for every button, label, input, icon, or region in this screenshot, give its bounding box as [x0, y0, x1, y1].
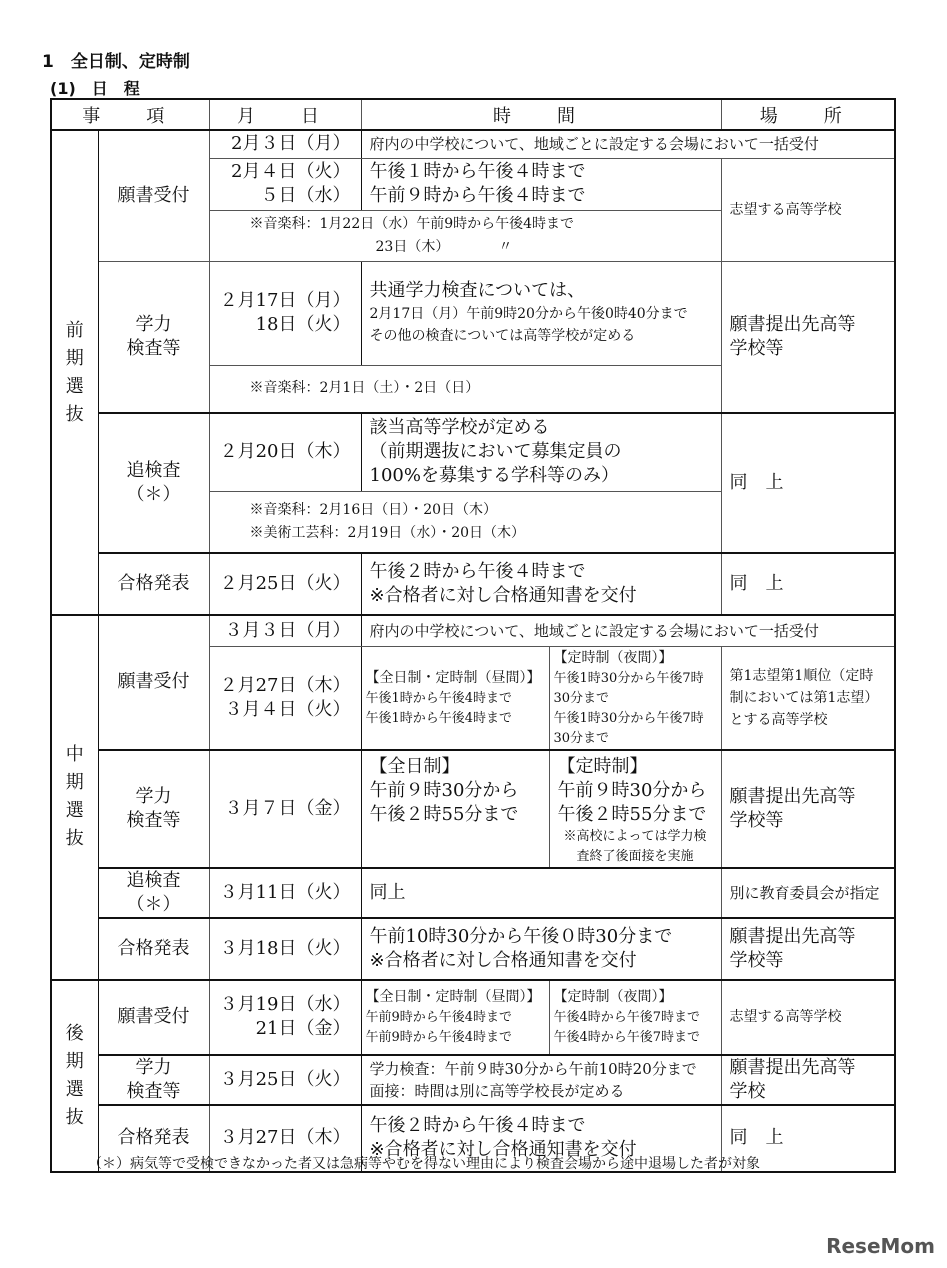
item-label: 合格発表 — [98, 553, 209, 615]
header-item: 事 項 — [51, 99, 209, 130]
place-cell: 同 上 — [721, 413, 895, 553]
table-row — [51, 918, 895, 980]
section-heading: 1 全日制、定時制 — [42, 52, 190, 72]
time-note: ※高校によっては学力検 査終了後面接を実施 — [563, 828, 707, 864]
header-date: 月 日 — [209, 99, 361, 130]
group-label: 前 期 選 抜 — [51, 130, 98, 615]
time-cell: 午後２時から午後４時まで ※合格者に対し合格通知書を交付 — [361, 1105, 721, 1172]
time-cell-night — [549, 980, 721, 1055]
date-cell: ３月３日（月） — [209, 615, 361, 646]
note-cell: ※音楽科：2月16日（日）・20日（木） ※美術工芸科：2月19日（水）・20日（木） — [209, 491, 721, 553]
time-cell-fulltime: 【全日制】 午前９時30分から 午後２時55分まで — [361, 750, 549, 868]
table-header — [51, 99, 895, 130]
table-row — [51, 261, 895, 365]
table-row — [51, 615, 895, 646]
place-cell: 願書提出先高等 学校 — [721, 1055, 895, 1105]
place-cell: 同 上 — [721, 1105, 895, 1172]
item-label: 合格発表 — [98, 918, 209, 980]
item-label: 願書受付 — [98, 130, 209, 261]
time-detail: 午後1時から午後4時まで 午後1時から午後4時まで — [365, 690, 513, 726]
time-cell: 午前10時30分から午後０時30分まで ※合格者に対し合格通知書を交付 — [361, 918, 721, 980]
table-row — [51, 750, 895, 868]
time-heading: 【全日制・定時制（昼間）】 — [365, 989, 541, 1005]
date-cell: ３月19日（水） 21日（金） — [209, 980, 361, 1055]
date-cell: ２月25日（火） — [209, 553, 361, 615]
place-cell: 願書提出先高等 学校等 — [721, 261, 895, 413]
place-cell: 志望する高等学校 — [721, 158, 895, 261]
place-cell: 別に教育委員会が指定 — [721, 868, 895, 918]
item-label: 学力 検査等 — [98, 261, 209, 413]
subsection-heading: (1) 日 程 — [50, 79, 140, 98]
time-cell-fulltime — [361, 646, 549, 750]
place-cell: 同 上 — [721, 553, 895, 615]
time-detail: 【定時制】 午前９時30分から 午後２時55分まで — [557, 755, 707, 825]
item-label: 願書受付 — [98, 615, 209, 750]
item-label: 追検査 （＊） — [98, 413, 209, 553]
place-cell: 願書提出先高等 学校等 — [721, 750, 895, 868]
time-cell: 午後１時から午後４時まで 午前９時から午後４時まで — [361, 158, 721, 210]
time-cell: 該当高等学校が定める （前期選抜において募集定員の 100%を募集する学科等のみ） — [361, 413, 721, 491]
item-label: 合格発表 — [98, 1105, 209, 1172]
note-cell: ※音楽科：1月22日（水）午前9時から午後4時まで 23日（木） 〃 — [209, 210, 721, 261]
time-heading: 【定時制（夜間）】 — [553, 989, 673, 1005]
item-label: 学力 検査等 — [98, 750, 209, 868]
date-cell: ３月25日（火） — [209, 1055, 361, 1105]
date-cell: ３月７日（金） — [209, 750, 361, 868]
time-heading: 【定時制（夜間）】 — [553, 649, 673, 666]
time-cell-fulltime — [361, 980, 549, 1055]
date-cell: ３月18日（火） — [209, 918, 361, 980]
date-cell: ２月17日（月） 18日（火） — [209, 261, 361, 365]
table-row — [51, 1055, 895, 1105]
time-heading: 共通学力検査については、 — [369, 280, 586, 301]
time-detail: 午後1時30分から午後7時30分まで 午後1時30分から午後7時30分まで — [553, 670, 704, 746]
time-cell: 午後２時から午後４時まで ※合格者に対し合格通知書を交付 — [361, 553, 721, 615]
header-time: 時 間 — [361, 99, 721, 130]
header-place: 場 所 — [721, 99, 895, 130]
item-label: 追検査 （＊） — [98, 868, 209, 918]
schedule-table — [50, 98, 896, 1173]
date-cell: ３月11日（火） — [209, 868, 361, 918]
place-cell: 願書提出先高等 学校等 — [721, 918, 895, 980]
table-row — [51, 553, 895, 615]
date-cell: ３月27日（木） — [209, 1105, 361, 1172]
place-cell: 第1志望第1順位（定時制においては第1志望）とする高等学校 — [721, 646, 895, 750]
time-detail: 2月17日（月）午前9時20分から午後0時40分まで その他の検査については高等学校が定める — [369, 306, 688, 344]
date-cell: 2月３日（月） — [209, 130, 361, 158]
table-row — [51, 868, 895, 918]
group-label: 中 期 選 抜 — [51, 615, 98, 980]
time-cell: 同上 — [361, 868, 721, 918]
time-heading: 【全日制・定時制（昼間）】 — [365, 669, 541, 686]
time-cell: 府内の中学校について、地域ごとに設定する会場において一括受付 — [361, 130, 895, 158]
time-detail: 午前9時から午後4時まで 午前9時から午後4時まで — [365, 1010, 513, 1045]
time-cell-parttime — [549, 750, 721, 868]
table-row — [51, 130, 895, 158]
footnote: （＊）病気等で受検できなかった者又は急病等やむを得ない理由により検査会場から途中退場した者が対象 — [88, 1156, 760, 1172]
date-cell: ２月27日（木） ３月４日（火） — [209, 646, 361, 750]
table-row — [51, 980, 895, 1055]
note-cell: ※音楽科：2月1日（土）・2日（日） — [209, 365, 721, 413]
date-cell: 2月４日（火） ５日（水） — [209, 158, 361, 210]
time-cell: 学力検査：午前９時30分から午前10時20分まで 面接：時間は別に高等学校長が定める — [361, 1055, 721, 1105]
place-cell: 志望する高等学校 — [721, 980, 895, 1055]
time-detail: 午後4時から午後7時まで 午後4時から午後7時まで — [553, 1010, 701, 1045]
time-cell — [361, 261, 721, 365]
item-label: 学力 検査等 — [98, 1055, 209, 1105]
date-cell: ２月20日（木） — [209, 413, 361, 491]
item-label: 願書受付 — [98, 980, 209, 1055]
time-cell: 府内の中学校について、地域ごとに設定する会場において一括受付 — [361, 615, 895, 646]
table-row — [51, 413, 895, 491]
resemom-logo: ReseMom — [826, 1234, 935, 1258]
time-cell-night — [549, 646, 721, 750]
group-label: 後 期 選 抜 — [51, 980, 98, 1172]
